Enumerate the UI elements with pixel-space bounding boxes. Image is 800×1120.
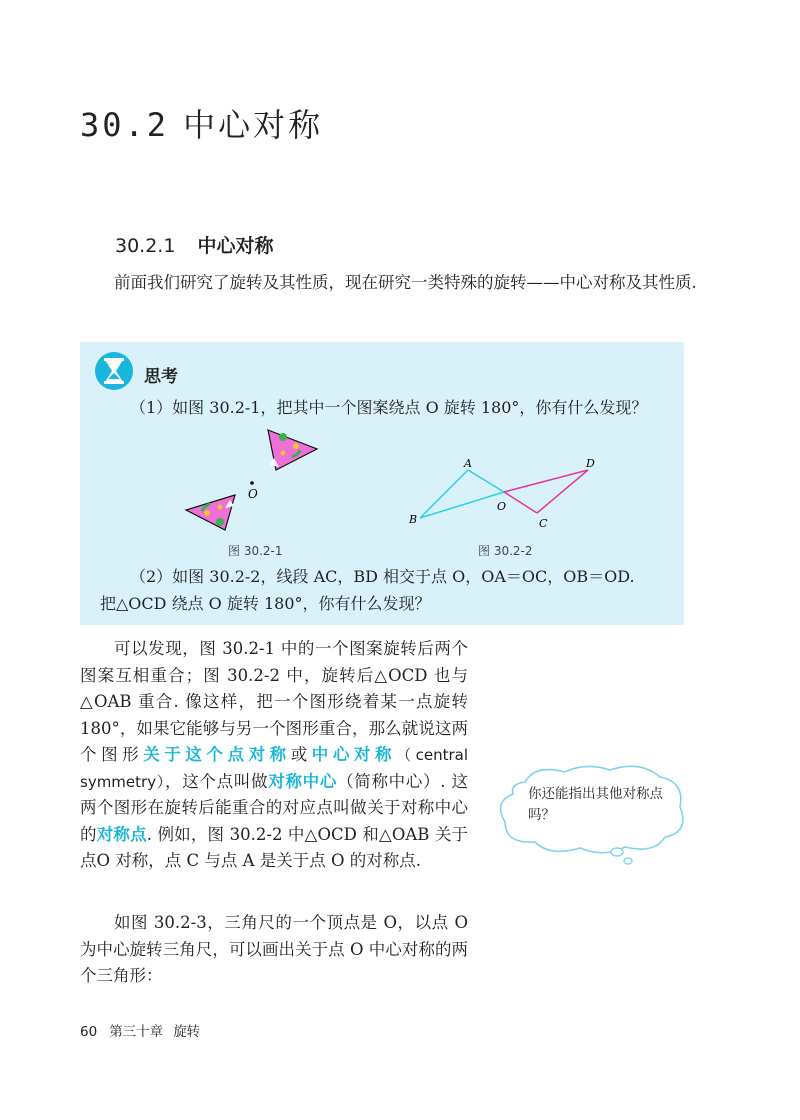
section-title-text: 中心对称 (183, 106, 324, 144)
definition-text-e: . 例如，图 30.2-2 中△OCD 和△OAB 关于点O 对称，点 C 与点 A 是关于点 O 的对称点. (80, 824, 469, 870)
intro-paragraph: 前面我们研究了旋转及其性质，现在研究一类特殊的旋转——中心对称及其性质. (114, 273, 697, 292)
subsection-title (115, 231, 273, 258)
term-center-of-symmetry: 对称中心 (268, 771, 338, 791)
figure-2-caption: 图 30.2-2 (478, 544, 533, 558)
point-o-label: O (248, 487, 258, 501)
lower-triangle-pattern (186, 495, 235, 530)
figure-30-2-2 (400, 455, 610, 535)
term-symmetric-points: 对称点 (96, 824, 147, 844)
label-c: C (539, 517, 548, 530)
triangle-ruler-paragraph: 如图 30.2-3，三角尺的一个顶点是 O，以点 O 为中心旋转三角尺，可以画出关于点 O 中心对称的两个三角形： (80, 913, 468, 985)
figure-30-2-1 (180, 420, 330, 540)
section-number: 30.2 (80, 106, 170, 144)
definition-text-c: ，这个点叫做 (164, 771, 269, 791)
think-label: 思考 (144, 367, 178, 387)
segment-oc (504, 492, 537, 513)
term-symmetric-about-point: 关于这个点对称 (143, 745, 291, 764)
segment-ao (468, 470, 504, 492)
page-footer (80, 1020, 200, 1040)
upper-triangle-pattern (268, 430, 317, 470)
question-2-line-2: 把△OCD 绕点 O 旋转 180°，你有什么发现？ (100, 594, 431, 613)
english-term: （central symmetry） (80, 746, 469, 791)
label-a: A (464, 457, 472, 470)
subsection-title-text: 中心对称 (197, 235, 274, 257)
label-o: O (497, 500, 507, 513)
chapter-label: 第三十章 (109, 1024, 164, 1040)
term-central-symmetry: 中心对称 (311, 745, 397, 764)
center-point (250, 481, 254, 485)
page-number: 60 (80, 1024, 98, 1040)
definition-text-a: 可以发现，图 30.2-1 中的一个图案旋转后两个图案互相重合；图 30.2-2 中，旋转后△OCD 也与△OAB 重合. 像这样，把一个图形绕着某一点旋转 180°，如果它能够与另一个图形重合，那么就说这两个图形 (80, 639, 468, 764)
definition-paragraph (80, 636, 468, 875)
chapter-topic: 旋转 (173, 1024, 201, 1040)
subsection-number: 30.2.1 (115, 235, 176, 257)
cloud-text: 你还能指出其他对称点吗？ (528, 786, 663, 823)
label-d: D (586, 457, 595, 470)
section-title (80, 100, 323, 146)
question-2-line-1: （2）如图 30.2-2，线段 AC，BD 相交于点 O，OA＝OC，OB＝OD. (130, 567, 635, 586)
label-b: B (409, 513, 418, 526)
figure-1-caption: 图 30.2-1 (228, 544, 283, 558)
definition-text-or: 或 (290, 745, 312, 764)
question-1: （1）如图 30.2-1，把其中一个图案绕点 O 旋转 180°，你有什么发现？ (130, 398, 648, 417)
think-icon (94, 351, 134, 391)
definition-text-d: （简称中心）. 这两个图形在旋转后能重合的对应点叫做关于对称中心的 (80, 771, 468, 844)
